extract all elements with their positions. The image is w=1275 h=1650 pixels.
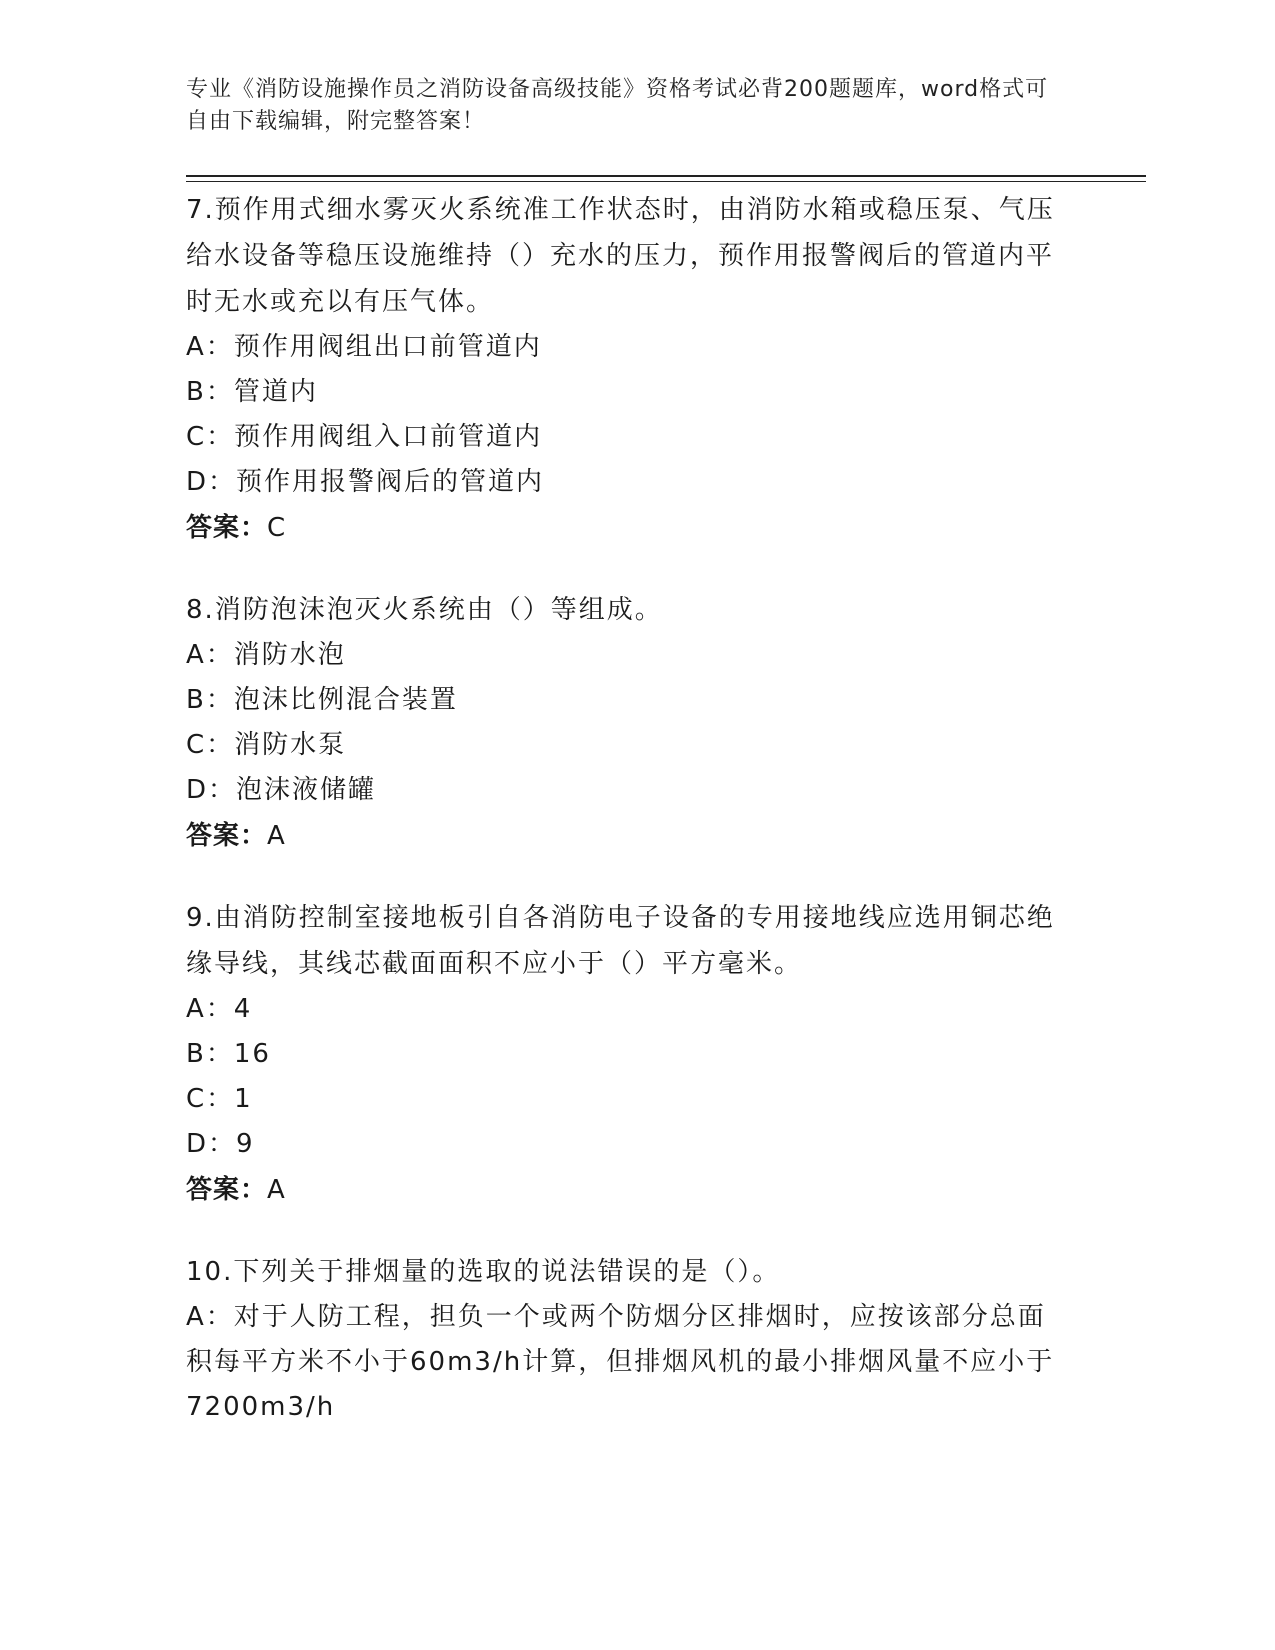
answer-value: A xyxy=(267,821,286,851)
answer-value: C xyxy=(267,513,287,543)
option-c: C：1 xyxy=(186,1084,253,1114)
option-b: B：16 xyxy=(186,1039,271,1069)
answer-label: 答案： xyxy=(186,821,268,851)
answer-value: A xyxy=(267,1175,286,1205)
answer-line xyxy=(186,505,1066,551)
document-header xyxy=(186,74,1066,138)
question-stem: 9.由消防控制室接地板引自各消防电子设备的专用接地线应选用铜芯绝缘导线，其线芯截面面积不应小于（）平方毫米。 xyxy=(186,903,1055,979)
option-c: C：预作用阀组入口前管道内 xyxy=(186,422,543,452)
question-stem: 10.下列关于排烟量的选取的说法错误的是（）。 xyxy=(186,1257,781,1287)
option-c: C：消防水泵 xyxy=(186,730,347,760)
question-stem: 8.消防泡沫泡灭火系统由（）等组成。 xyxy=(186,595,663,625)
option-a: A：对于人防工程，担负一个或两个防烟分区排烟时，应按该部分总面积每平方米不小于60m3/h计算，但排烟风机的最小排烟风量不应小于7200m3/h xyxy=(186,1302,1055,1422)
header-rule-thin xyxy=(186,181,1146,182)
question-list xyxy=(186,187,1066,1466)
option-d: D：泡沫液储罐 xyxy=(186,775,377,805)
option-b: B：管道内 xyxy=(186,377,318,407)
answer-label: 答案： xyxy=(186,1175,268,1205)
answer-label: 答案： xyxy=(186,513,268,543)
question-10 xyxy=(186,1249,1066,1430)
question-8 xyxy=(186,587,1066,859)
option-a: A：消防水泡 xyxy=(186,640,346,670)
header-rule-thick xyxy=(186,175,1146,177)
answer-line xyxy=(186,1167,1066,1213)
option-b: B：泡沫比例混合装置 xyxy=(186,685,458,715)
option-d: D：预作用报警阀后的管道内 xyxy=(186,467,545,497)
option-a: A：预作用阀组出口前管道内 xyxy=(186,332,542,362)
question-stem: 7.预作用式细水雾灭火系统准工作状态时，由消防水箱或稳压泵、气压给水设备等稳压设施维持（）充水的压力，预作用报警阀后的管道内平时无水或充以有压气体。 xyxy=(186,195,1055,317)
question-9 xyxy=(186,895,1066,1213)
answer-line xyxy=(186,813,1066,859)
question-7 xyxy=(186,187,1066,551)
header-title: 专业《消防设施操作员之消防设备高级技能》资格考试必背200题题库，word格式可自由下载编辑，附完整答案！ xyxy=(186,77,1049,134)
option-d: D：9 xyxy=(186,1129,255,1159)
option-a: A：4 xyxy=(186,994,253,1024)
